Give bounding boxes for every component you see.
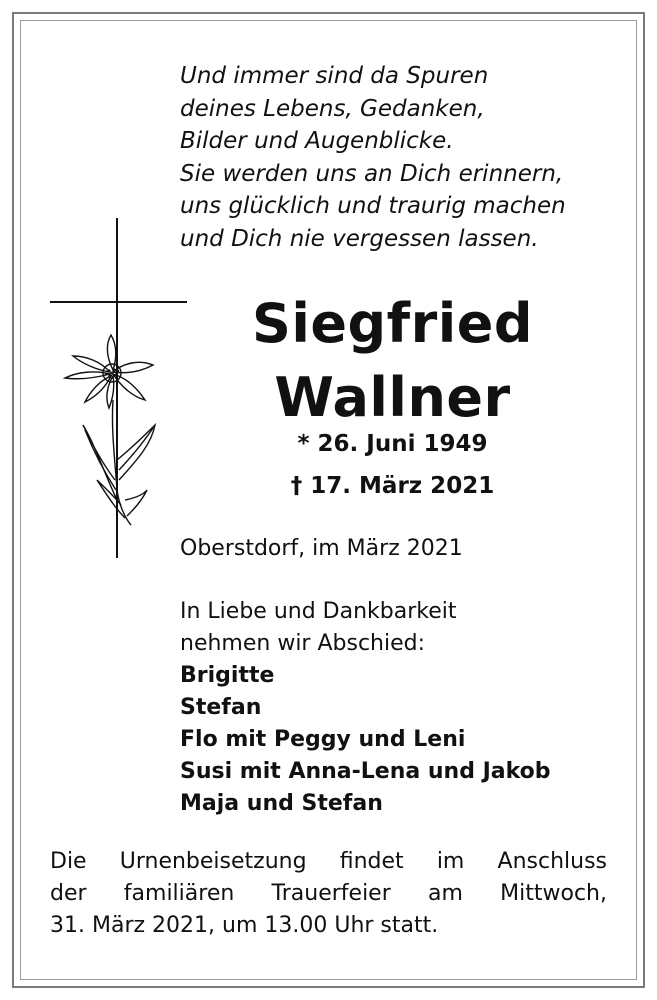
mourner-name: Susi mit Anna-Lena und Jakob [180, 759, 551, 784]
poem-line: Und immer sind da Spuren [180, 63, 489, 89]
notice-line: Die Urnenbeisetzung findet im Anschluss [50, 849, 607, 874]
place-and-date: Oberstdorf, im März 2021 [180, 536, 463, 561]
mourner-name: Stefan [180, 695, 262, 720]
cross-bar [50, 301, 187, 303]
deceased-first-name: Siegfried [251, 292, 534, 355]
deceased-last-name: Wallner [274, 366, 511, 429]
poem-line: Bilder und Augenblicke. [180, 128, 454, 154]
funeral-notice [50, 846, 607, 942]
poem-line: deines Lebens, Gedanken, [180, 95, 485, 122]
edelweiss-icon [55, 330, 170, 530]
death-date: † 17. März 2021 [290, 473, 495, 499]
mourner-name: Flo mit Peggy und Leni [180, 727, 466, 752]
memorial-poem [180, 60, 620, 255]
poem-line: und Dich nie vergessen lassen. [180, 225, 539, 252]
birth-date: * 26. Juni 1949 [297, 431, 488, 457]
poem-line: Sie werden uns an Dich erinnern, [180, 160, 564, 187]
mourner-name: Brigitte [180, 663, 275, 688]
poem-line: uns glücklich und traurig machen [180, 193, 566, 219]
mourners-intro-line: nehmen wir Abschied: [180, 631, 426, 656]
notice-line: der familiären Trauerfeier am Mittwoch, [50, 881, 607, 906]
mourner-name: Maja und Stefan [180, 791, 383, 816]
notice-line: 31. März 2021, um 13.00 Uhr statt. [50, 913, 439, 938]
mourners-block [180, 596, 551, 820]
mourners-intro-line: In Liebe und Dankbarkeit [180, 599, 457, 624]
